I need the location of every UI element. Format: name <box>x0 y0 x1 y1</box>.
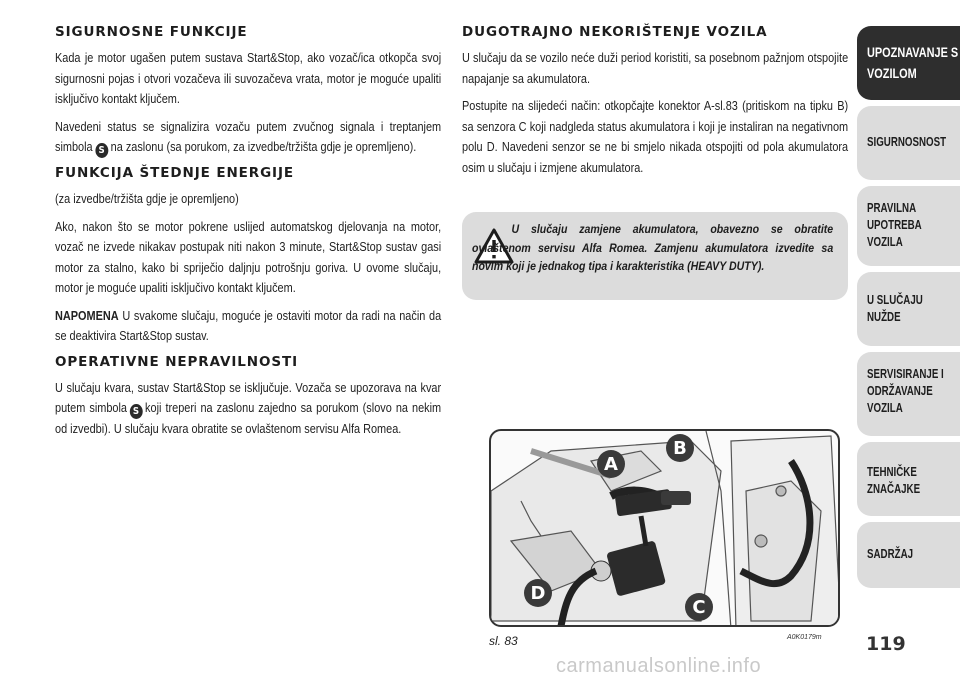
chapter-tabs <box>857 26 960 594</box>
tab-servisiranje[interactable] <box>857 352 960 436</box>
label-c-text: C <box>692 597 706 618</box>
tab-pravilna-upotreba[interactable] <box>857 186 960 266</box>
note-label: NAPOMENA <box>55 308 119 323</box>
tab-tehnicke-znacajke[interactable] <box>857 442 960 516</box>
left-column <box>55 22 441 447</box>
tab-label: SERVISIRANJE I ODRŽAVANJE VOZILA <box>867 367 944 415</box>
tab-sadrzaj[interactable] <box>857 522 960 588</box>
section-title-malfunctions: OPERATIVNE NEPRAVILNOSTI <box>55 353 299 370</box>
right-column <box>462 22 848 185</box>
energy-paragraph-1: (za izvedbe/tržišta gdje je opremljeno) <box>55 192 239 206</box>
figure-code: A0K0179m <box>787 634 822 641</box>
section-title-long-storage: DUGOTRAJNO NEKORIŠTENJE VOZILA <box>462 24 768 40</box>
label-b-text: B <box>673 438 687 459</box>
label-a-text: A <box>604 454 618 475</box>
battery-connector-figure <box>489 429 840 627</box>
warning-box <box>462 212 848 300</box>
start-stop-symbol-icon: S <box>95 143 108 158</box>
tab-label: SIGURNOSNOST <box>867 135 947 149</box>
tab-label: TEHNIČKE ZNAČAJKE <box>867 465 921 496</box>
energy-paragraph-2: Ako, nakon što se motor pokrene uslijed automatskog djelovanja na motor, vozač ne izvede nikakav postupak niti nakon 3 minute, Start&Stop sustav gasi motor za stalno, kako bi spriječio daljnju potrošnju goriva. U ovome slučaju, motor je moguće upaliti isključivo kontakt ključem. <box>55 219 442 295</box>
tab-label: U SLUČAJU NUŽDE <box>867 293 923 324</box>
battery-illustration <box>491 431 840 627</box>
watermark-text: carmanualsonline.info <box>556 655 762 677</box>
storage-paragraph-2: Postupite na slijedeći način: otkopčajte konektor A-sl.83 (pritiskom na tipku B) sa senzora C koji nadgleda status akumulatora i koji je instaliran na negativnom polu D. Navedeni senzor se ne bi smjelo nikada otspojiti od pola akumulatora osim u slučaju i izmjene akumulatora. <box>462 99 849 175</box>
safety-paragraph-2: Navedeni status se signalizira vozaču putem zvučnog signala i treptanjem simbola S na zaslonu (sa porukom, za izvedbe/tržišta gdje je opremljeno). <box>55 119 442 156</box>
label-d-text: D <box>530 583 546 604</box>
tab-sigurnosnost[interactable] <box>857 106 960 180</box>
start-stop-symbol-icon: S <box>130 404 143 419</box>
safety-paragraph-1: Kada je motor ugašen putem sustava Start&Stop, ako vozač/ica otkopča svoj sigurnosni pojas i otvori vozačeva ili suvozačeva vrata, motor je moguće upaliti isključivo kontakt ključem. <box>55 51 442 106</box>
tab-u-slucaju-nuzde[interactable] <box>857 272 960 346</box>
tab-label: UPOZNAVANJE S VOZILOM <box>867 44 959 81</box>
tab-label: PRAVILNA UPOTREBA VOZILA <box>867 201 922 249</box>
warning-text: U slučaju zamjene akumulatora, obavezno se obratite ovlaštenom servisu Alfa Romea. Zamjenu akumulatora izvedite sa novim koji je jednakog tipa i karakteristika (HEAVY DUTY). <box>472 222 834 273</box>
tab-label: SADRŽAJ <box>867 547 914 561</box>
section-title-safety: SIGURNOSNE FUNKCIJE <box>55 24 248 40</box>
malfunction-paragraph: U slučaju kvara, sustav Start&Stop se isključuje. Vozača se upozorava na kvar putem simbola S koji treperi na zaslonu zajedno sa porukom (slovo na nekim od izvedbi). U slučaju kvara obratite se ovlaštenom servisu Alfa Romea. <box>55 380 442 436</box>
section-title-energy-saving: FUNKCIJA ŠTEDNJE ENERGIJE <box>55 165 295 181</box>
storage-paragraph-1: U slučaju da se vozilo neće duži period koristiti, sa posebnom pažnjom otspojite napajanje sa akumulatora. <box>462 51 849 86</box>
tab-upoznavanje-s-vozilom[interactable] <box>857 26 960 100</box>
figure-caption: sl. 83 <box>489 634 518 648</box>
page-number: 119 <box>866 633 906 655</box>
note-paragraph: NAPOMENA U svakome slučaju, moguće je ostaviti motor da radi na način da se deaktivira Start&Stop sustav. <box>55 308 442 343</box>
